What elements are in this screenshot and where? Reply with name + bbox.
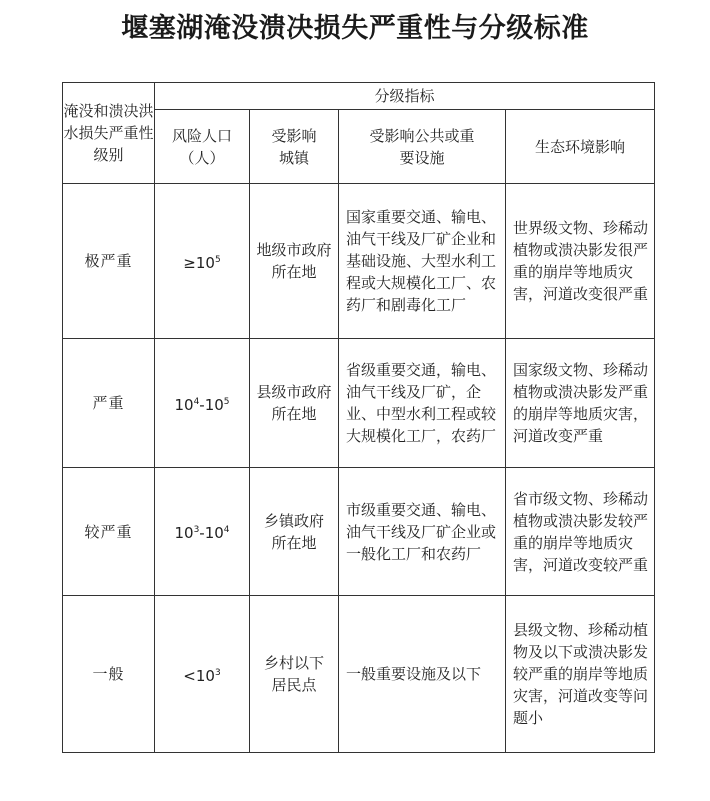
facilities-value: 市级重要交通、输电、油气干线及厂矿企业或一般化工厂和农药厂	[339, 468, 506, 596]
header-severity-category: 淹没和溃决洪水损失严重性级别	[63, 83, 155, 184]
facilities-value: 国家重要交通、输电、油气干线及厂矿企业和基础设施、大型水利工程或大规模化工厂、农药厂和剧毒化工厂	[339, 184, 506, 339]
facilities-value: 省级重要交通，输电、油气干线及厂矿，企业、中型水利工程或较大规模化工厂，农药厂	[339, 339, 506, 468]
document-title: 堰塞湖淹没溃决损失严重性与分级标准	[121, 13, 589, 44]
severity-level: 一般	[63, 596, 155, 753]
risk-population-value: $\ge 10^5$	[155, 184, 250, 339]
header-grading-indicators: 分级指标	[155, 83, 655, 110]
header-ecological-impact: 生态环境影响	[506, 110, 655, 184]
ecology-value: 县级文物、珍稀动植物及以下或溃决影发较严重的崩岸等地质灾害，河道改变等问题小	[506, 596, 655, 753]
severity-level: 较严重	[63, 468, 155, 596]
severity-level: 极严重	[63, 184, 155, 339]
risk-population-value: $<10^3$	[155, 596, 250, 753]
table-row	[63, 184, 655, 339]
affected-towns-value: 县级市政府所在地	[250, 339, 339, 468]
table-row	[63, 596, 655, 753]
table-row	[63, 468, 655, 596]
severity-level: 严重	[63, 339, 155, 468]
affected-towns-value: 乡村以下居民点	[250, 596, 339, 753]
header-public-facilities: 受影响公共或重要设施	[339, 110, 506, 184]
facilities-value: 一般重要设施及以下	[339, 596, 506, 753]
risk-population-value: $10^3-10^4$	[155, 468, 250, 596]
risk-population-value: $10^4-10^5$	[155, 339, 250, 468]
header-affected-towns: 受影响城镇	[250, 110, 339, 184]
affected-towns-value: 地级市政府所在地	[250, 184, 339, 339]
affected-towns-value: 乡镇政府所在地	[250, 468, 339, 596]
header-risk-population: 风险人口（人）	[155, 110, 250, 184]
ecology-value: 省市级文物、珍稀动植物或溃决影发较严重的崩岸等地质灾害，河道改变较严重	[506, 468, 655, 596]
ecology-value: 世界级文物、珍稀动植物或溃决影发很严重的崩岸等地质灾害，河道改变很严重	[506, 184, 655, 339]
ecology-value: 国家级文物、珍稀动植物或溃决影发严重的崩岸等地质灾害，河道改变严重	[506, 339, 655, 468]
severity-grading-table	[62, 82, 655, 753]
table-row	[63, 339, 655, 468]
